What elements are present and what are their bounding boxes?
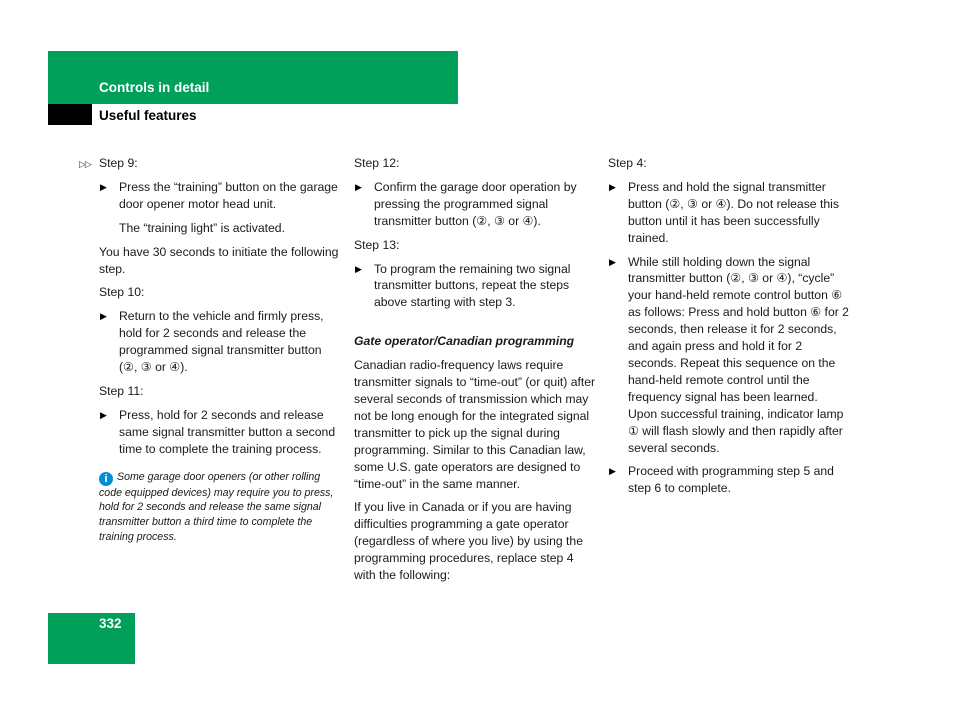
page-number: 332 — [99, 616, 122, 631]
list-item: ▶ Confirm the garage door operation by pressing the programmed signal transmitter button (②, ③ or ④). — [355, 179, 577, 228]
header-band — [48, 51, 458, 104]
list-item: ▶ Press, hold for 2 seconds and release same signal transmitter button a second time to complete the training process. — [100, 407, 336, 456]
header-marker — [48, 104, 92, 125]
list-item: ▶ Proceed with programming step 5 and step 6 to complete. — [609, 464, 834, 496]
step-10: Step 10: — [99, 285, 145, 300]
info-note: i Some garage door openers (or other rolling code equipped devices) may require you to press, hold for 2 seconds and release the same signal transmitter button a third time to complete the training process. — [99, 470, 334, 543]
step-13: Step 13: — [354, 237, 400, 252]
column-right — [608, 155, 850, 504]
paragraph: If you live in Canada or if you are having difficulties programming a gate operator (regardless of where you live) by using the programming procedures, replace step 4 with the following: — [354, 500, 583, 583]
info-icon: i — [99, 472, 113, 486]
bullet-arrow-icon: ▶ — [355, 263, 362, 274]
bullet-arrow-icon: ▶ — [100, 311, 107, 322]
list-item: ▶ While still holding down the signal transmitter button (②, ③ or ④), “cycle” your hand-held remote control button ⑥ as follows: Press and hold button ⑥ for 2 seconds, then release it for 2 seconds, and again press and hold it for 2 seconds. Repeat this sequence on the hand-held remote control until the frequency signal has been learned. Upon successful training, indicator lamp ① will flash slowly and then rapidly after several seconds. — [609, 254, 849, 455]
continued-icon: ▷▷ — [79, 159, 91, 169]
subheading: Gate operator/Canadian programming — [354, 334, 575, 349]
bullet-arrow-icon: ▶ — [355, 181, 362, 192]
section-title: Controls in detail — [99, 80, 210, 95]
list-item: ▶ Press the “training” button on the garage door opener motor head unit. — [100, 179, 338, 211]
bullet-arrow-icon: ▶ — [609, 466, 616, 477]
step-4: Step 4: — [608, 156, 647, 170]
paragraph: You have 30 seconds to initiate the following step. — [99, 244, 339, 276]
step-9: ▷▷ Step 9: — [99, 155, 339, 172]
column-middle — [354, 155, 596, 591]
step-12: Step 12: — [354, 156, 400, 170]
bullet-arrow-icon: ▶ — [609, 181, 616, 192]
result-text: The “training light” is activated. — [119, 220, 285, 235]
list-item: ▶ Press and hold the signal transmitter button (②, ③ or ④). Do not release this button until it has been successfully trained. — [609, 179, 839, 245]
bullet-arrow-icon: ▶ — [100, 181, 107, 192]
column-left — [79, 155, 339, 551]
list-item: ▶ To program the remaining two signal transmitter buttons, repeat the steps above starting with step 3. — [355, 261, 571, 310]
subsection-title: Useful features — [99, 108, 197, 123]
page-number-box — [48, 613, 135, 664]
step-11: Step 11: — [99, 383, 144, 398]
bullet-arrow-icon: ▶ — [609, 256, 616, 267]
bullet-arrow-icon: ▶ — [100, 409, 107, 420]
list-item: ▶ Return to the vehicle and firmly press, hold for 2 seconds and release the programmed signal transmitter button (②, ③ or ④). — [100, 309, 324, 375]
paragraph: Canadian radio-frequency laws require transmitter signals to “time-out” (or quit) after several seconds of transmission which may not be long enough for the integrated signal transmitter to pick up the signal during programming. Similar to this Canadian law, some U.S. gate operators are designed to “time-out” in the same manner. — [354, 358, 596, 491]
